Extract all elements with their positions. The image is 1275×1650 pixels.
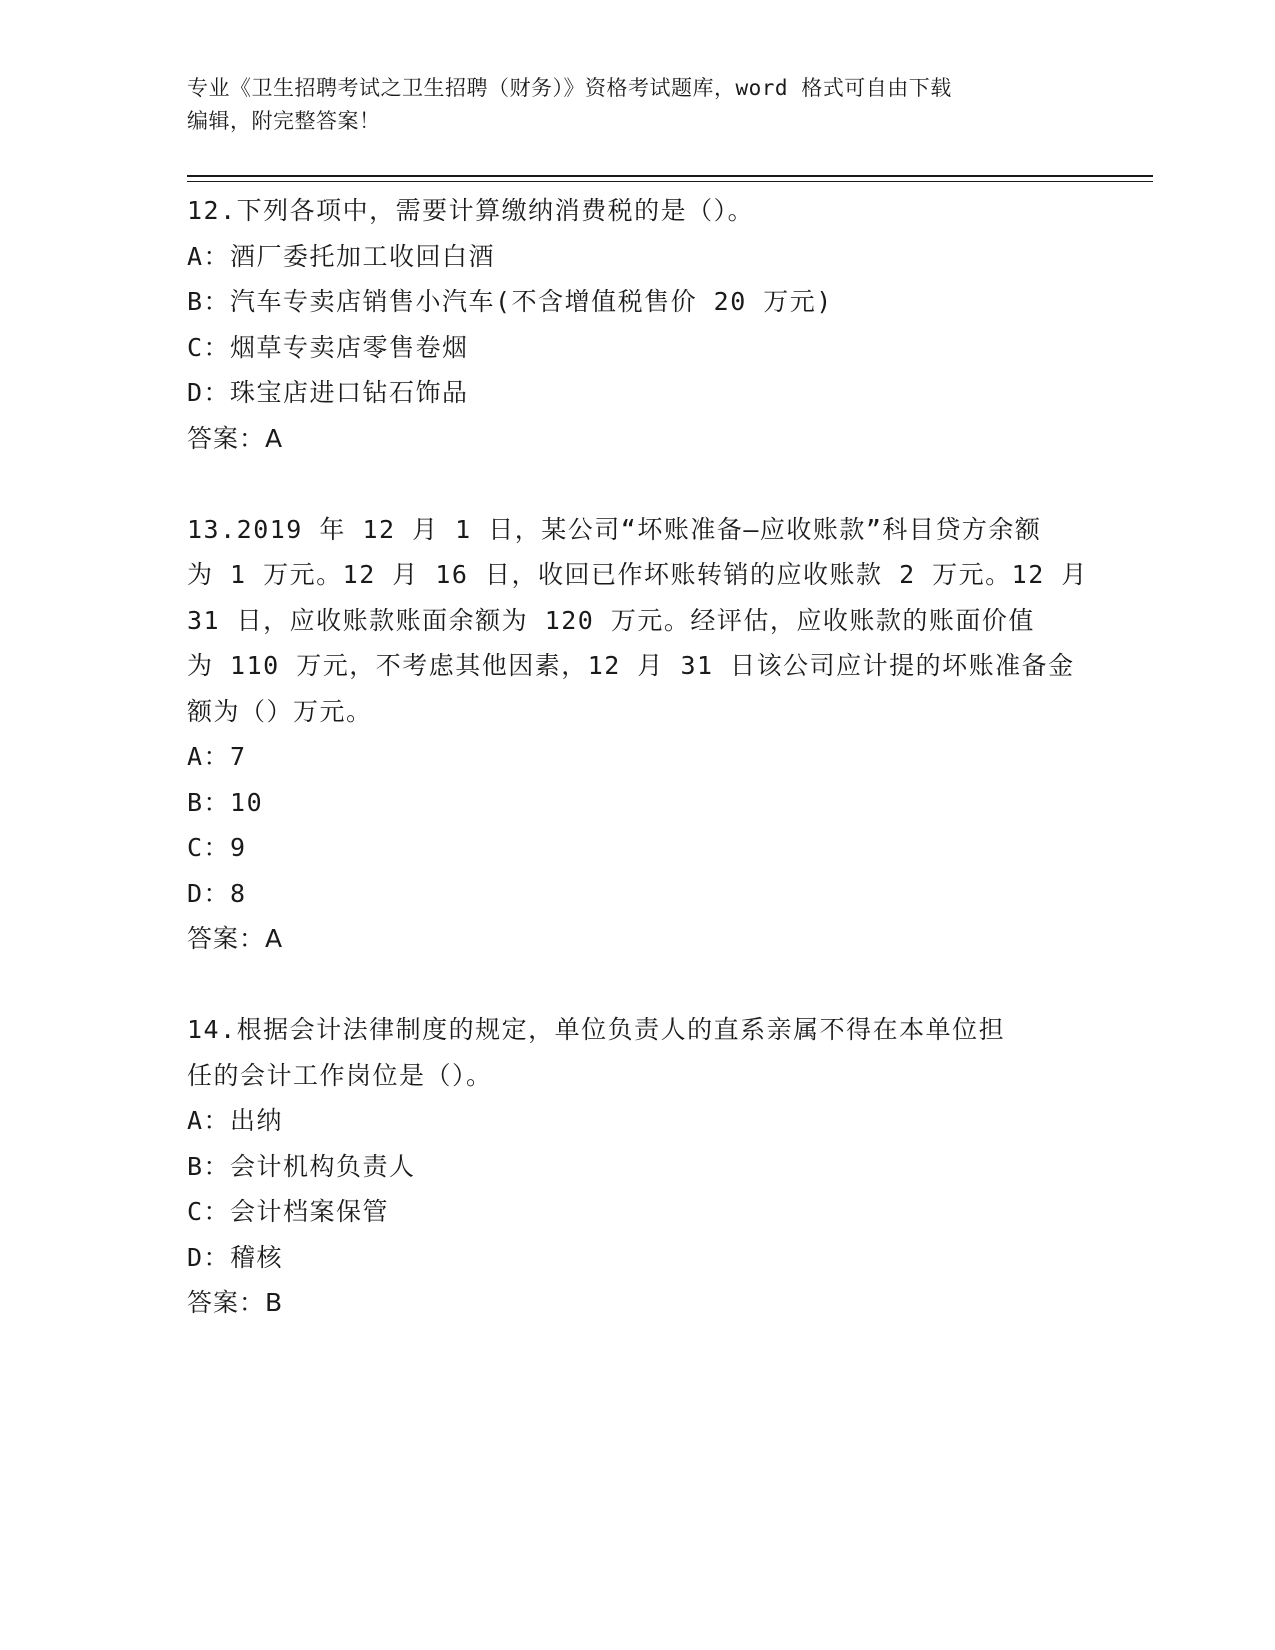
question-spacer [187, 461, 1087, 507]
question-stem-line: 31 日，应收账款账面余额为 120 万元。经评估，应收账款的账面价值 [187, 605, 1035, 635]
option-c: C：会计档案保管 [187, 1197, 390, 1226]
question-spacer [187, 962, 1087, 1008]
option-d: D：珠宝店进口钻石饰品 [187, 378, 469, 407]
option-b: B：10 [187, 787, 264, 817]
header-divider-thick [187, 175, 1153, 177]
question-stem-line: 任的会计工作岗位是（）。 [187, 1060, 493, 1090]
header-line-2: 编辑，附完整答案！ [187, 109, 381, 133]
question-block-14 [187, 1007, 1087, 1326]
document-header [187, 72, 1067, 138]
option-c: C：9 [187, 833, 247, 862]
question-block-13 [187, 507, 1087, 962]
question-block-12 [187, 188, 1087, 461]
question-stem-line: 额为（）万元。 [187, 696, 373, 726]
option-b: B：会计机构负责人 [187, 1151, 416, 1181]
option-d: D：8 [187, 878, 247, 908]
option-b: B：汽车专卖店销售小汽车(不含增值税售价 20 万元) [187, 287, 833, 316]
question-stem-line: 为 110 万元，不考虑其他因素，12 月 31 日该公司应计提的坏账准备金 [187, 651, 1075, 680]
answer-line: 答案：A [187, 423, 284, 453]
question-stem-line: 13.2019 年 12 月 1 日，某公司“坏账准备—应收账款”科目贷方余额 [187, 514, 1042, 544]
header-divider-thin [187, 181, 1153, 182]
question-list [187, 188, 1087, 1326]
question-stem-line: 14.根据会计法律制度的规定，单位负责人的直系亲属不得在本单位担 [187, 1015, 1006, 1044]
option-a: A：出纳 [187, 1106, 284, 1135]
question-stem-line: 12.下列各项中，需要计算缴纳消费税的是（）。 [187, 196, 755, 225]
option-a: A：7 [187, 742, 247, 771]
answer-line: 答案：B [187, 1288, 284, 1317]
question-stem-line: 为 1 万元。12 月 16 日，收回已作坏账转销的应收账款 2 万元。12 月 [187, 560, 1088, 589]
option-a: A：酒厂委托加工收回白酒 [187, 241, 496, 271]
option-d: D：稽核 [187, 1242, 284, 1272]
header-line-1: 专业《卫生招聘考试之卫生招聘（财务）》资格考试题库，word 格式可自由下载 [187, 76, 952, 100]
answer-line: 答案：A [187, 924, 284, 953]
option-c: C：烟草专卖店零售卷烟 [187, 332, 469, 362]
